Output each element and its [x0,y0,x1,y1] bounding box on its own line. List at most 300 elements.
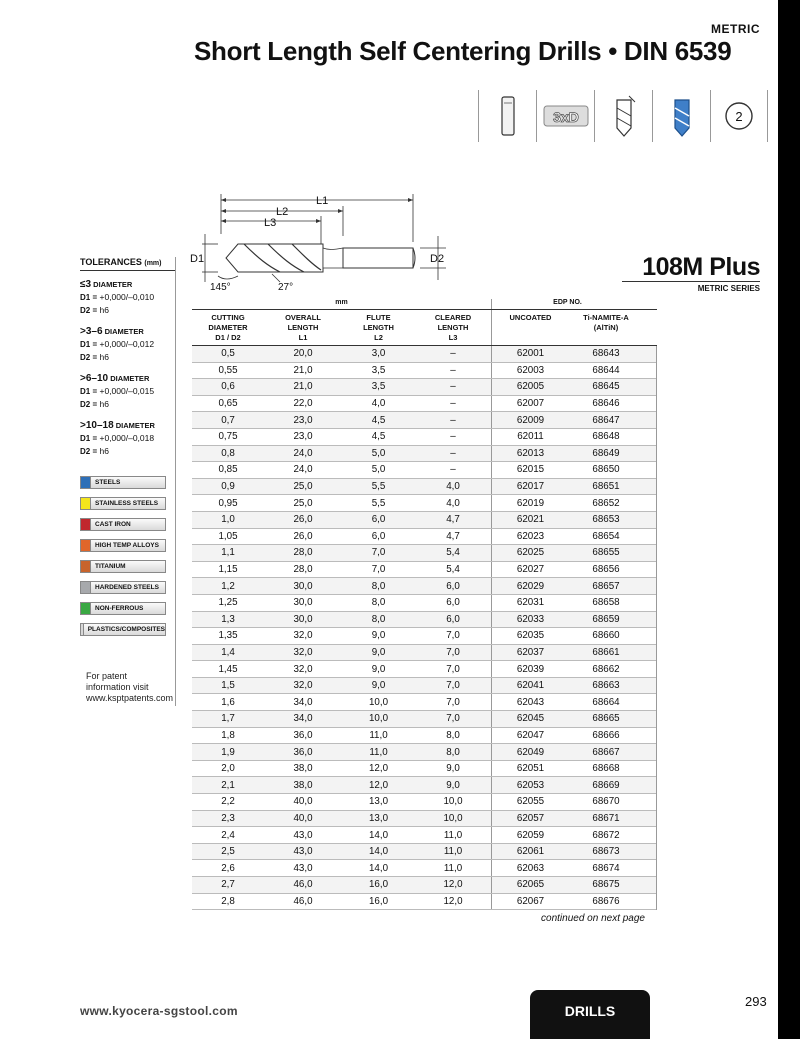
d1-value: +0,000/–0,012 [99,339,155,349]
table-cell: 11,0 [369,746,388,758]
table-cell: 14,0 [368,862,389,874]
table-row [192,744,656,761]
patent-link[interactable]: www.ksptpatents.com [86,693,174,703]
table-cell: 1,0 [221,514,235,526]
table-cell: 68666 [592,729,620,741]
header-line: UNCOATED [509,313,552,322]
table-row [192,645,656,662]
material-badge [80,539,166,552]
material-swatch [81,498,91,509]
tolerance-group [80,325,175,364]
table-cell: 68667 [592,746,620,758]
tolerances-title: TOLERANCES [80,257,142,267]
svg-text:D2: D2 [430,253,445,265]
table-cell: 4,7 [446,514,460,526]
table-cell: 34,0 [293,696,313,708]
table-cell: 62003 [491,363,569,379]
header-line: L2 [374,333,383,342]
table-row [192,512,656,529]
range-label: DIAMETER [110,374,150,383]
table-cell: – [450,447,456,459]
header-line: FLUTE [366,313,391,322]
d2-tolerance [80,304,175,317]
table-cell: 36,0 [293,729,313,741]
table-cell: 8,0 [371,597,386,609]
material-label: NON-FERROUS [95,605,144,612]
patent-note [86,671,173,704]
table-cell: 0,7 [221,414,235,426]
material-label: PLASTICS/COMPOSITES [87,626,165,633]
table-cell: 7,0 [446,680,460,692]
table-row [192,661,656,678]
table-cell: 1,8 [221,729,235,741]
d1-label: D1 = [80,340,98,349]
column-header [569,310,643,345]
table-cell: – [450,364,456,376]
material-label: CAST IRON [95,521,131,528]
table-cell: 21,0 [293,364,313,376]
table-row [192,844,656,861]
material-badge [80,623,166,636]
table-cell: 34,0 [293,713,313,725]
table-cell: 6,0 [371,514,386,526]
table-cell: 2,4 [221,829,235,841]
material-swatch [81,561,91,572]
material-label: STEELS [95,479,121,486]
page-title: Short Length Self Centering Drills • DIN 6539 [194,36,732,66]
d1-value: +0,000/–0,015 [99,386,155,396]
table-row [192,545,656,562]
material-badge [80,476,166,489]
tolerances-unit: (mm) [144,260,162,267]
svg-text:D1: D1 [190,253,205,265]
table-cell: 32,0 [293,646,313,658]
d1-tolerance [80,291,175,304]
table-cell: 62051 [491,761,569,777]
table-cell: 62033 [491,612,569,628]
range-symbol: >6–10 [80,373,109,384]
table-cell: 36,0 [293,746,313,758]
table-row [192,678,656,695]
table-row [192,479,656,496]
tolerance-range [80,325,175,338]
table-cell: 26,0 [293,514,313,526]
table-cell: 0,95 [218,497,238,509]
table-cell: 62013 [491,446,569,462]
table-row [192,495,656,512]
range-symbol: >3–6 [80,326,103,337]
table-cell: 43,0 [293,846,313,858]
table-cell: 38,0 [293,779,313,791]
table-cell: – [450,348,456,360]
table-cell: 2,5 [221,846,235,858]
table-cell: 68672 [592,829,620,841]
table-cell: 6,0 [371,530,386,542]
table-cell: 11,0 [369,729,388,741]
table-cell: 62049 [491,744,569,760]
table-row [192,578,656,595]
d2-label: D2 = [80,447,98,456]
table-cell: 1,25 [218,597,238,609]
table-cell: 22,0 [293,398,313,410]
table-cell: 68644 [592,364,620,376]
table-cell: 8,0 [371,580,386,592]
column-header [415,310,491,345]
table-cell: 13,0 [368,812,389,824]
table-row [192,595,656,612]
table-cell: 6,0 [446,613,460,625]
table-cell: 7,0 [446,663,460,675]
tolerances-heading [80,257,175,271]
column-header [491,310,569,345]
column-header [192,310,264,345]
table-cell: 0,65 [218,398,238,410]
mm-group-label: mm [335,299,348,306]
table-cell: 8,0 [446,729,460,741]
table-cell: 62041 [491,678,569,694]
tolerance-group [80,372,175,411]
d2-value: h6 [99,446,109,456]
table-cell: 62005 [491,379,569,395]
material-label: TITANIUM [95,563,126,570]
table-cell: 2,0 [221,763,235,775]
material-label: STAINLESS STEELS [95,500,159,507]
table-cell: 12,0 [368,779,389,791]
table-cell: 1,05 [218,530,238,542]
table-cell: 3,0 [371,348,386,360]
d2-label: D2 = [80,400,98,409]
table-row [192,429,656,446]
table-cell: 5,0 [371,464,386,476]
drill-dimension-diagram [188,186,458,296]
d2-label: D2 = [80,353,98,362]
table-cell: – [450,381,456,393]
table-cell: 62027 [491,562,569,578]
table-row [192,811,656,828]
table-cell: 40,0 [293,812,313,824]
tolerance-range [80,372,175,385]
column-header [264,310,342,345]
d2-value: h6 [99,399,109,409]
material-swatch [81,519,91,530]
table-cell: 62067 [491,894,569,910]
table-cell: 46,0 [293,879,313,891]
table-cell: 14,0 [368,846,389,858]
table-row [192,379,656,396]
table-cell: 62053 [491,777,569,793]
material-swatch [81,477,91,488]
table-cell: 62043 [491,694,569,710]
table-cell: 68653 [592,514,620,526]
table-group-header [192,299,657,310]
table-cell: 4,0 [446,497,460,509]
table-cell: 68663 [592,680,620,692]
table-cell: 4,7 [446,530,460,542]
table-cell: – [450,414,456,426]
footer-url[interactable]: www.kyocera-sgstool.com [80,1004,238,1018]
table-cell: 68648 [592,431,620,443]
table-cell: 6,0 [446,580,460,592]
svg-text:3xD: 3xD [552,109,579,125]
table-row [192,396,656,413]
table-cell: 62007 [491,396,569,412]
table-cell: 2,1 [221,779,235,791]
d1-tolerance [80,432,175,445]
range-symbol: ≤3 [80,279,92,290]
table-cell: 7,0 [371,547,386,559]
table-cell: 20,0 [293,348,313,360]
svg-text:2: 2 [735,109,743,124]
table-cell: 26,0 [293,530,313,542]
table-cell: 7,0 [371,564,386,576]
patent-line: information visit [86,682,149,692]
table-cell: 62047 [491,728,569,744]
table-cell: 2,3 [221,812,235,824]
range-label: DIAMETER [93,280,133,289]
table-cell: 68669 [592,779,620,791]
table-row [192,761,656,778]
header-line: L1 [298,333,308,342]
table-cell: 9,0 [371,663,386,675]
table-cell: 12,0 [368,763,389,775]
table-cell: 62011 [491,429,569,445]
table-cell: 68646 [592,398,620,410]
table-cell: 62023 [491,529,569,545]
table-cell: 3,5 [371,381,386,393]
table-cell: 40,0 [293,796,313,808]
table-row [192,877,656,894]
d2-tolerance [80,445,175,458]
table-cell: 0,55 [218,364,238,376]
table-cell: 12,0 [443,895,463,907]
table-cell: 62017 [491,479,569,495]
table-cell: 62059 [491,827,569,843]
table-cell: 68675 [592,879,620,891]
table-cell: 68647 [592,414,620,426]
table-cell: 13,0 [368,796,389,808]
material-badge [80,518,166,531]
table-cell: 1,15 [218,564,238,576]
table-cell: 68671 [592,812,620,824]
table-cell: 16,0 [368,895,389,907]
table-cell: – [450,464,456,476]
table-cell: 2,6 [221,862,235,874]
table-cell: 62045 [491,711,569,727]
table-cell: 68668 [592,763,620,775]
table-cell: 4,0 [371,398,386,410]
table-cell: 5,4 [446,564,460,576]
d1-label: D1 = [80,293,98,302]
table-cell: 62029 [491,578,569,594]
column-header [342,310,415,345]
table-cell: 68650 [592,464,620,476]
3xd-icon [536,90,594,142]
tolerance-group [80,419,175,458]
d1-label: D1 = [80,434,98,443]
table-cell: 12,0 [443,879,463,891]
table-cell: 62019 [491,495,569,511]
table-cell: 1,45 [218,663,238,675]
material-badge [80,602,166,615]
table-cell: 68656 [592,564,620,576]
table-cell: 62035 [491,628,569,644]
table-cell: 32,0 [293,680,313,692]
table-cell: – [450,431,456,443]
header-line: LENGTH [437,323,469,332]
header-line: Ti-NAMITE-A [583,313,629,322]
table-cell: 1,3 [221,613,235,625]
table-cell: 4,0 [446,481,460,493]
table-cell: 25,0 [293,481,313,493]
table-cell: 1,5 [221,680,235,692]
svg-text:L2: L2 [276,206,289,218]
table-cell: 0,6 [221,381,235,393]
header-line: CLEARED [434,313,472,322]
table-row [192,894,656,911]
table-cell: 62001 [491,346,569,362]
brand-name: 108M Plus [642,253,760,281]
header-line: DIAMETER [208,323,248,332]
table-cell: 1,35 [218,630,238,642]
table-row [192,777,656,794]
tolerance-range [80,419,175,432]
table-cell: 10,0 [443,812,463,824]
table-cell: 68654 [592,530,620,542]
table-cell: 14,0 [368,829,389,841]
tolerance-sidebar [80,257,176,706]
table-row [192,612,656,629]
table-row [192,860,656,877]
table-cell: 24,0 [293,447,313,459]
table-cell: 68643 [592,348,620,360]
table-cell: 68676 [592,895,620,907]
table-cell: 68652 [592,497,620,509]
coating-icon [652,90,710,142]
table-cell: 7,0 [446,646,460,658]
table-cell: 21,0 [293,381,313,393]
d1-value: +0,000/–0,018 [99,433,155,443]
material-swatch [81,603,91,614]
table-cell: 62021 [491,512,569,528]
tolerance-group [80,278,175,317]
table-cell: 68664 [592,696,620,708]
table-cell: 68655 [592,547,620,559]
continued-note: continued on next page [541,913,645,925]
svg-text:27°: 27° [278,282,294,293]
material-swatch [81,582,91,593]
table-cell: – [450,398,456,410]
table-row [192,412,656,429]
table-cell: 68659 [592,613,620,625]
table-cell: 68645 [592,381,620,393]
table-cell: 68674 [592,862,620,874]
point-angle-icon [594,90,652,142]
table-cell: 68660 [592,630,620,642]
svg-text:145°: 145° [210,282,231,293]
table-cell: 7,0 [446,630,460,642]
table-cell: 2,8 [221,895,235,907]
table-cell: 0,85 [218,464,238,476]
table-cell: 68649 [592,447,620,459]
table-cell: 0,5 [221,348,235,360]
material-badge [80,497,166,510]
table-cell: 28,0 [293,564,313,576]
table-row [192,446,656,463]
table-row [192,346,656,363]
d1-value: +0,000/–0,010 [99,292,155,302]
material-swatch [81,540,91,551]
tolerance-range [80,278,175,291]
material-badge [80,581,166,594]
table-row [192,694,656,711]
table-cell: 23,0 [293,414,313,426]
d2-label: D2 = [80,306,98,315]
patent-line: For patent [86,671,128,681]
table-cell: 2,7 [221,879,235,891]
header-line: OVERALL [285,313,321,322]
table-cell: 8,0 [371,613,386,625]
table-cell: 10,0 [368,713,389,725]
table-row [192,794,656,811]
table-cell: 5,0 [371,447,386,459]
table-cell: 46,0 [293,895,313,907]
table-cell: 1,2 [221,580,235,592]
d2-tolerance [80,351,175,364]
page-number: 293 [745,994,767,1009]
table-cell: 10,0 [443,796,463,808]
table-cell: 30,0 [293,613,313,625]
brand-rule [622,281,760,282]
metric-label: METRIC [711,22,760,36]
material-label: HARDENED STEELS [95,584,159,591]
right-edge-bar [778,0,800,1039]
table-cell: 9,0 [371,646,386,658]
d1-label: D1 = [80,387,98,396]
table-row [192,562,656,579]
table-cell: 16,0 [368,879,389,891]
table-cell: 9,0 [446,763,460,775]
cylindrical-shank-icon [478,90,536,142]
range-label: DIAMETER [104,327,144,336]
brand-series: METRIC SERIES [697,284,760,293]
range-symbol: >10–18 [80,420,114,431]
table-cell: 1,4 [221,646,235,658]
materials-list [80,476,175,636]
table-cell: 11,0 [443,829,463,841]
table-cell: 4,5 [371,414,386,426]
table-cell: 68658 [592,597,620,609]
table-cell: 62037 [491,645,569,661]
table-cell: 68670 [592,796,620,808]
table-cell: 62015 [491,462,569,478]
table-cell: 68673 [592,846,620,858]
table-cell: 9,0 [446,779,460,791]
section-tab: DRILLS [530,990,650,1039]
table-cell: 43,0 [293,862,313,874]
table-cell: 5,5 [371,497,386,509]
table-cell: 7,0 [446,696,460,708]
material-badge [80,560,166,573]
table-cell: 0,75 [218,431,238,443]
header-line: D1 / D2 [215,333,241,342]
d1-tolerance [80,385,175,398]
table-cell: 62057 [491,811,569,827]
range-label: DIAMETER [115,421,155,430]
table-cell: 30,0 [293,597,313,609]
table-cell: 4,5 [371,431,386,443]
table-cell: 68661 [592,646,620,658]
table-row [192,462,656,479]
